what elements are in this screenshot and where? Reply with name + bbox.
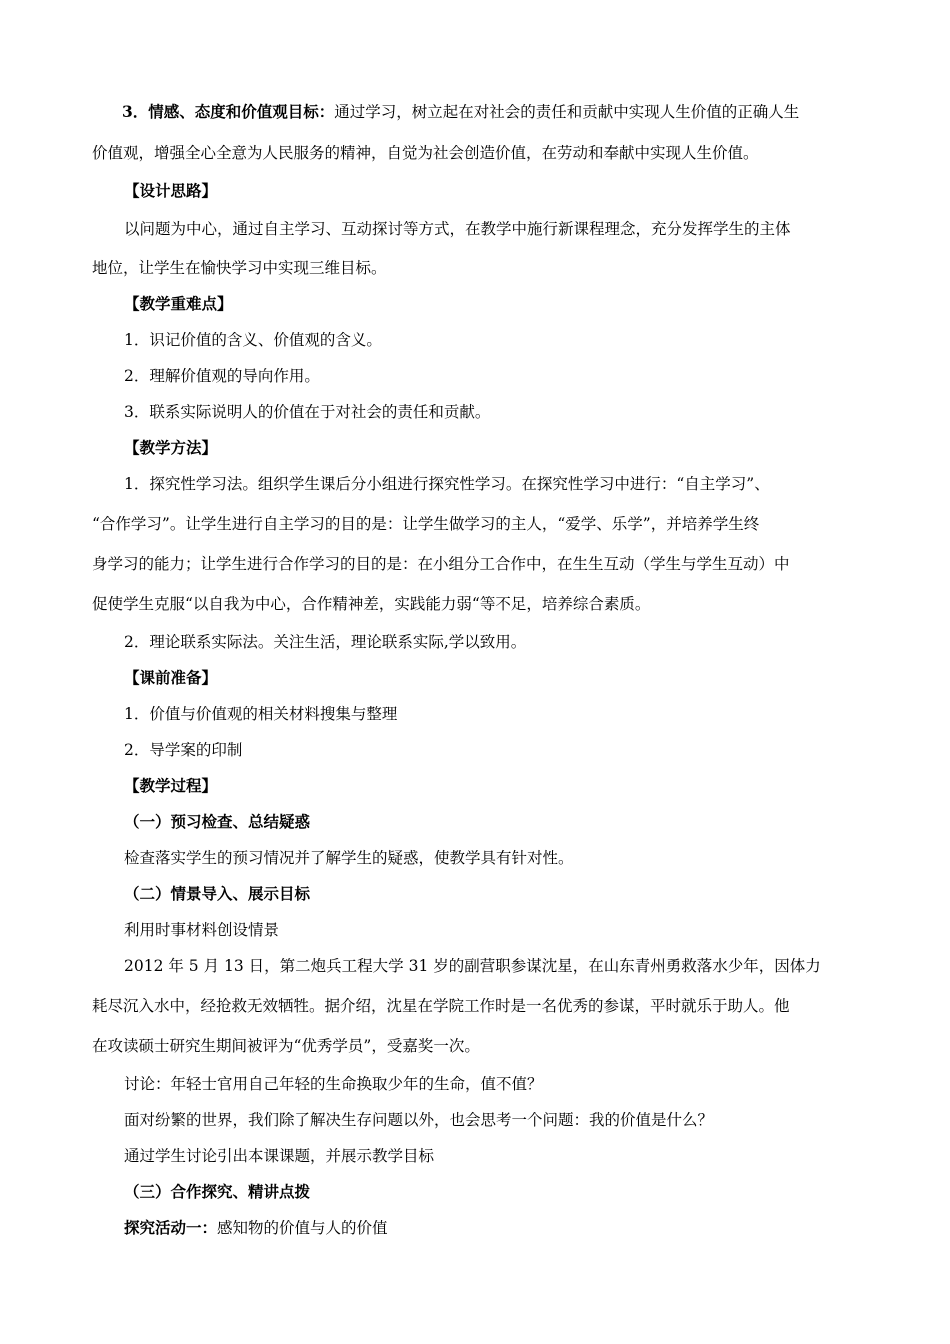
paragraph-text: “合作学习”。让学生进行自主学习的目的是：让学生做学习的主人，“爱学、乐学”，并培养学生终 bbox=[92, 515, 760, 533]
paragraph-line bbox=[0, 402, 950, 422]
paragraph-text: 1．探究性学习法。组织学生课后分小组进行探究性学习。在探究性学习中进行：“自主学习”、 bbox=[124, 475, 770, 493]
paragraph-line bbox=[0, 474, 950, 494]
paragraph-text: 【教学过程】 bbox=[124, 776, 218, 795]
paragraph-line bbox=[0, 366, 950, 386]
paragraph-text: 2012 年 5 月 13 日，第二炮兵工程大学 31 岁的副营职参谋沈星，在山东青州勇救落水少年，因体力 bbox=[124, 957, 821, 975]
paragraph-line bbox=[0, 219, 950, 239]
paragraph-text: 价值观，增强全心全意为人民服务的精神，自觉为社会创造价值，在劳动和奉献中实现人生价值。 bbox=[92, 144, 759, 162]
section-heading bbox=[0, 181, 950, 201]
paragraph-line bbox=[0, 330, 950, 350]
paragraph-text: 促使学生克服“以自我为中心，合作精神差，实践能力弱“等不足，培养综合素质。 bbox=[92, 595, 651, 613]
section-heading bbox=[0, 1182, 950, 1202]
paragraph-text: 检查落实学生的预习情况并了解学生的疑惑，使教学具有针对性。 bbox=[124, 849, 574, 867]
paragraph-line bbox=[0, 1218, 950, 1238]
paragraph-text: 感知物的价值与人的价值 bbox=[217, 1219, 388, 1237]
paragraph-line bbox=[0, 956, 950, 976]
paragraph-text: 在攻读硕士研究生期间被评为“优秀学员”，受嘉奖一次。 bbox=[92, 1037, 480, 1055]
paragraph-text: 2．理解价值观的导向作用。 bbox=[124, 367, 320, 385]
paragraph-text: 1．价值与价值观的相关材料搜集与整理 bbox=[124, 705, 398, 723]
paragraph-lead: 探究活动一： bbox=[124, 1218, 218, 1237]
paragraph-text: （三）合作探究、精讲点拨 bbox=[124, 1182, 311, 1201]
section-heading bbox=[0, 294, 950, 314]
paragraph-text: （一）预习检查、总结疑惑 bbox=[124, 812, 311, 831]
paragraph-text: 通过学生讨论引出本课课题，并展示教学目标 bbox=[124, 1147, 435, 1165]
paragraph-text: 讨论：年轻士官用自己年轻的生命换取少年的生命，值不值？ bbox=[124, 1075, 543, 1093]
paragraph-line bbox=[0, 1036, 950, 1056]
paragraph-text: 通过学习，树立起在对社会的责任和贡献中实现人生价值的正确人生 bbox=[334, 103, 800, 121]
paragraph-text: 以问题为中心，通过自主学习、互动探讨等方式，在教学中施行新课程理念，充分发挥学生的主体 bbox=[124, 220, 791, 238]
paragraph-text: 【设计思路】 bbox=[124, 181, 218, 200]
paragraph-text: 2．导学案的印制 bbox=[124, 741, 243, 759]
paragraph-line bbox=[0, 996, 950, 1016]
paragraph-text: 【教学方法】 bbox=[124, 438, 218, 457]
paragraph-line bbox=[0, 740, 950, 760]
paragraph-line bbox=[0, 632, 950, 652]
paragraph-text: 面对纷繁的世界，我们除了解决生存问题以外，也会思考一个问题：我的价值是什么？ bbox=[124, 1111, 714, 1129]
paragraph-lead: 3．情感、态度和价值观目标： bbox=[122, 102, 335, 121]
section-heading bbox=[0, 812, 950, 832]
paragraph-text: （二）情景导入、展示目标 bbox=[124, 884, 311, 903]
section-heading bbox=[0, 776, 950, 796]
paragraph-text: 耗尽沉入水中，经抢救无效牺牲。据介绍，沈星在学院工作时是一名优秀的参谋，平时就乐于助人。他 bbox=[92, 997, 790, 1015]
paragraph-line bbox=[0, 102, 950, 122]
paragraph-line bbox=[0, 848, 950, 868]
paragraph-line bbox=[0, 258, 950, 278]
paragraph-line bbox=[0, 1146, 950, 1166]
paragraph-line bbox=[0, 920, 950, 940]
paragraph-line bbox=[0, 143, 950, 163]
paragraph-line bbox=[0, 514, 950, 534]
paragraph-line bbox=[0, 1074, 950, 1094]
section-heading bbox=[0, 668, 950, 688]
paragraph-line bbox=[0, 594, 950, 614]
section-heading bbox=[0, 438, 950, 458]
paragraph-line bbox=[0, 1110, 950, 1130]
paragraph-text: 3．联系实际说明人的价值在于对社会的责任和贡献。 bbox=[124, 403, 491, 421]
paragraph-text: 1．识记价值的含义、价值观的含义。 bbox=[124, 331, 382, 349]
paragraph-text: 【教学重难点】 bbox=[124, 294, 233, 313]
section-heading bbox=[0, 884, 950, 904]
paragraph-text: 2．理论联系实际法。关注生活，理论联系实际,学以致用。 bbox=[124, 633, 527, 651]
paragraph-text: 身学习的能力；让学生进行合作学习的目的是：在小组分工合作中，在生生互动（学生与学生互动）中 bbox=[92, 555, 790, 573]
paragraph-line bbox=[0, 554, 950, 574]
paragraph-line bbox=[0, 704, 950, 724]
paragraph-text: 【课前准备】 bbox=[124, 668, 218, 687]
paragraph-text: 利用时事材料创设情景 bbox=[124, 921, 280, 939]
paragraph-text: 地位，让学生在愉快学习中实现三维目标。 bbox=[92, 259, 387, 277]
